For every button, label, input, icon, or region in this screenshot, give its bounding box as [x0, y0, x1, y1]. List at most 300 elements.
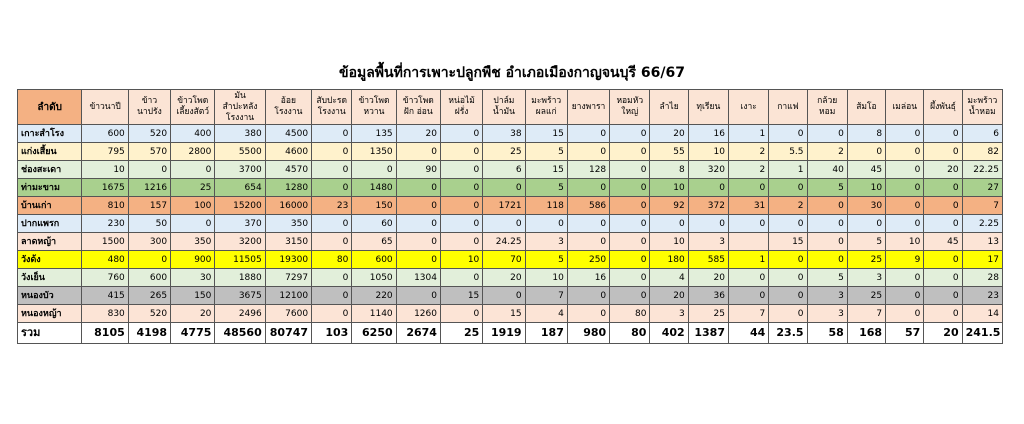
table-cell: 1304	[396, 269, 440, 287]
table-cell: 23	[962, 287, 1002, 305]
total-cell: 25	[440, 323, 482, 344]
table-cell: 2	[807, 143, 847, 161]
table-cell: 2	[728, 161, 768, 179]
table-cell: 0	[807, 233, 847, 251]
table-cell: 0	[688, 179, 728, 197]
table-row	[18, 179, 1003, 197]
table-cell: 4600	[265, 143, 311, 161]
table-cell: 16	[567, 269, 609, 287]
table-cell: 2496	[215, 305, 265, 323]
table-cell: 1050	[352, 269, 396, 287]
table-cell: 3150	[265, 233, 311, 251]
table-cell: 0	[312, 215, 352, 233]
table-cell: 150	[352, 197, 396, 215]
table-cell: 0	[440, 269, 482, 287]
table-cell: 0	[769, 305, 807, 323]
table-cell: 5500	[215, 143, 265, 161]
table-cell: 0	[610, 287, 650, 305]
table-cell: 36	[688, 287, 728, 305]
column-header: อ้อย โรงงาน	[265, 90, 311, 125]
table-cell: 0	[807, 197, 847, 215]
total-cell: 1387	[688, 323, 728, 344]
table-cell: 585	[688, 251, 728, 269]
table-cell: 0	[396, 179, 440, 197]
row-name: ช่องสะเดา	[18, 161, 82, 179]
table-cell: 0	[312, 179, 352, 197]
table-cell: 520	[128, 305, 170, 323]
table-cell: 0	[886, 197, 924, 215]
table-cell: 0	[171, 161, 215, 179]
table-cell: 0	[886, 161, 924, 179]
table-cell: 1140	[352, 305, 396, 323]
table-row	[18, 287, 1003, 305]
table-cell: 0	[610, 233, 650, 251]
table-cell: 0	[924, 125, 962, 143]
table-cell: 3	[650, 305, 688, 323]
table-cell: 17	[962, 251, 1002, 269]
total-cell: 57	[886, 323, 924, 344]
table-cell: 350	[171, 233, 215, 251]
table-cell: 760	[82, 269, 128, 287]
table-cell: 20	[688, 269, 728, 287]
table-cell: 5	[807, 269, 847, 287]
table-cell: 0	[396, 215, 440, 233]
table-cell: 19300	[265, 251, 311, 269]
table-cell: 23	[312, 197, 352, 215]
table-cell	[728, 233, 768, 251]
table-cell: 60	[352, 215, 396, 233]
table-cell: 0	[610, 125, 650, 143]
table-cell: 0	[610, 179, 650, 197]
table-cell: 25	[847, 287, 885, 305]
total-cell: 8105	[82, 323, 128, 344]
table-cell: 15	[525, 125, 567, 143]
table-cell: 0	[128, 161, 170, 179]
table-cell: 0	[769, 269, 807, 287]
table-cell: 0	[886, 125, 924, 143]
table-cell: 0	[352, 161, 396, 179]
table-cell: 0	[396, 197, 440, 215]
table-cell: 415	[82, 287, 128, 305]
table-cell: 92	[650, 197, 688, 215]
table-cell: 100	[171, 197, 215, 215]
table-row	[18, 125, 1003, 143]
table-cell: 0	[886, 215, 924, 233]
table-cell: 0	[769, 179, 807, 197]
row-name: บ้านเก่า	[18, 197, 82, 215]
table-cell: 0	[924, 179, 962, 197]
table-cell: 3	[688, 233, 728, 251]
table-cell: 31	[728, 197, 768, 215]
column-header: มะพร้าว น้ำหอม	[962, 90, 1002, 125]
table-row	[18, 143, 1003, 161]
table-row	[18, 251, 1003, 269]
table-cell: 830	[82, 305, 128, 323]
table-cell: 20	[396, 125, 440, 143]
table-cell: 24.25	[483, 233, 525, 251]
crop-area-table	[17, 89, 1003, 344]
total-cell: 2674	[396, 323, 440, 344]
table-cell: 0	[312, 161, 352, 179]
total-row	[18, 323, 1003, 344]
row-name: แก่งเสี้ยน	[18, 143, 82, 161]
table-cell: 0	[924, 215, 962, 233]
column-header: ยางพารา	[567, 90, 609, 125]
table-cell: 0	[440, 161, 482, 179]
table-cell: 4	[650, 269, 688, 287]
table-cell: 3200	[215, 233, 265, 251]
total-cell: 23.5	[769, 323, 807, 344]
table-cell: 520	[128, 125, 170, 143]
table-cell: 600	[82, 125, 128, 143]
table-cell: 0	[128, 251, 170, 269]
table-cell: 15200	[215, 197, 265, 215]
table-cell: 1480	[352, 179, 396, 197]
table-cell: 38	[483, 125, 525, 143]
table-cell: 570	[128, 143, 170, 161]
table-cell: 5.5	[769, 143, 807, 161]
table-cell: 8	[650, 161, 688, 179]
column-header: กล้วยหอม	[807, 90, 847, 125]
table-cell: 265	[128, 287, 170, 305]
table-row	[18, 197, 1003, 215]
column-header: ข้าวนาปี	[82, 90, 128, 125]
column-header: ส้มโอ	[847, 90, 885, 125]
table-cell: 0	[924, 269, 962, 287]
table-cell: 1	[769, 161, 807, 179]
table-cell: 0	[769, 251, 807, 269]
table-cell: 0	[440, 233, 482, 251]
table-cell: 0	[525, 215, 567, 233]
table-cell: 10	[82, 161, 128, 179]
table-cell: 2	[728, 143, 768, 161]
column-header: หอมหัวใหญ่	[610, 90, 650, 125]
table-cell: 0	[610, 143, 650, 161]
table-cell: 0	[567, 233, 609, 251]
table-cell: 0	[807, 125, 847, 143]
table-cell: 1280	[265, 179, 311, 197]
table-cell: 50	[128, 215, 170, 233]
row-name: หนองหญ้า	[18, 305, 82, 323]
table-cell: 14	[962, 305, 1002, 323]
table-cell: 45	[924, 233, 962, 251]
table-cell: 0	[769, 287, 807, 305]
column-header: มัน สำปะหลัง โรงงาน	[215, 90, 265, 125]
table-cell: 400	[171, 125, 215, 143]
table-cell: 25	[483, 143, 525, 161]
column-header: มะพร้าว ผลแก่	[525, 90, 567, 125]
table-cell: 0	[886, 179, 924, 197]
table-cell: 0	[312, 233, 352, 251]
table-cell: 0	[924, 143, 962, 161]
table-cell: 10	[440, 251, 482, 269]
table-cell: 5	[525, 179, 567, 197]
table-cell: 3	[807, 305, 847, 323]
table-cell: 0	[610, 269, 650, 287]
total-cell: 48560	[215, 323, 265, 344]
table-cell: 7600	[265, 305, 311, 323]
table-cell: 7	[525, 287, 567, 305]
table-cell: 795	[82, 143, 128, 161]
row-name: ท่ามะขาม	[18, 179, 82, 197]
row-name: ปากแพรก	[18, 215, 82, 233]
table-cell: 4570	[265, 161, 311, 179]
table-row	[18, 269, 1003, 287]
table-cell: 0	[886, 287, 924, 305]
table-cell: 0	[483, 287, 525, 305]
column-header: ทุเรียน	[688, 90, 728, 125]
table-cell: 25	[688, 305, 728, 323]
table-cell: 0	[483, 179, 525, 197]
table-cell: 80	[312, 251, 352, 269]
table-cell: 22.25	[962, 161, 1002, 179]
table-cell: 0	[440, 215, 482, 233]
table-cell: 0	[396, 233, 440, 251]
table-cell: 40	[807, 161, 847, 179]
table-cell: 0	[171, 215, 215, 233]
table-cell: 20	[171, 305, 215, 323]
table-cell: 4	[525, 305, 567, 323]
table-cell: 70	[483, 251, 525, 269]
table-cell: 0	[312, 287, 352, 305]
table-cell: 1500	[82, 233, 128, 251]
table-cell: 600	[128, 269, 170, 287]
table-cell: 0	[769, 125, 807, 143]
table-cell: 3	[525, 233, 567, 251]
table-cell: 0	[396, 251, 440, 269]
table-cell: 0	[610, 251, 650, 269]
table-cell: 0	[440, 179, 482, 197]
table-cell: 0	[440, 125, 482, 143]
table-cell: 0	[312, 125, 352, 143]
table-cell: 0	[567, 179, 609, 197]
table-cell: 0	[610, 197, 650, 215]
table-cell: 1260	[396, 305, 440, 323]
table-cell: 157	[128, 197, 170, 215]
table-cell: 0	[396, 143, 440, 161]
row-name: หนองบัว	[18, 287, 82, 305]
row-name: เกาะสำโรง	[18, 125, 82, 143]
table-cell: 65	[352, 233, 396, 251]
table-cell: 3	[807, 287, 847, 305]
total-cell: 980	[567, 323, 609, 344]
column-header: ผึ้งพันธุ์	[924, 90, 962, 125]
table-row	[18, 233, 1003, 251]
table-cell: 2	[769, 197, 807, 215]
table-cell: 20	[650, 287, 688, 305]
table-cell: 0	[567, 125, 609, 143]
table-cell: 320	[688, 161, 728, 179]
table-cell: 6	[483, 161, 525, 179]
table-cell: 0	[924, 197, 962, 215]
table-cell: 20	[483, 269, 525, 287]
table-cell: 27	[962, 179, 1002, 197]
table-cell: 20	[924, 161, 962, 179]
table-cell: 250	[567, 251, 609, 269]
column-header: ปาล์ม น้ำมัน	[483, 90, 525, 125]
table-cell: 118	[525, 197, 567, 215]
table-cell: 7	[847, 305, 885, 323]
header-row	[18, 90, 1003, 125]
table-cell: 55	[650, 143, 688, 161]
table-cell: 82	[962, 143, 1002, 161]
table-cell: 0	[440, 305, 482, 323]
table-cell: 2800	[171, 143, 215, 161]
table-cell: 1675	[82, 179, 128, 197]
table-cell: 5	[847, 233, 885, 251]
table-cell: 230	[82, 215, 128, 233]
table-cell: 0	[886, 305, 924, 323]
table-cell: 8	[847, 125, 885, 143]
total-cell: 58	[807, 323, 847, 344]
table-cell: 0	[312, 143, 352, 161]
table-cell: 150	[171, 287, 215, 305]
table-cell: 7	[962, 197, 1002, 215]
table-cell: 1216	[128, 179, 170, 197]
table-cell: 128	[567, 161, 609, 179]
table-cell: 0	[807, 251, 847, 269]
table-cell: 1880	[215, 269, 265, 287]
table-cell: 16	[688, 125, 728, 143]
table-cell: 0	[728, 179, 768, 197]
table-cell: 4500	[265, 125, 311, 143]
table-cell: 0	[728, 215, 768, 233]
table-cell: 7297	[265, 269, 311, 287]
total-cell: 103	[312, 323, 352, 344]
table-cell: 0	[567, 305, 609, 323]
table-cell: 0	[440, 143, 482, 161]
table-cell: 0	[312, 269, 352, 287]
table-cell: 600	[352, 251, 396, 269]
table-cell: 0	[728, 287, 768, 305]
total-cell: 80	[610, 323, 650, 344]
table-cell: 90	[396, 161, 440, 179]
table-row	[18, 161, 1003, 179]
row-name: วังด้ง	[18, 251, 82, 269]
table-cell: 5	[525, 251, 567, 269]
column-header: ข้าว นาปรัง	[128, 90, 170, 125]
column-header: หน่อไม้ฝรั่ง	[440, 90, 482, 125]
table-cell: 15	[769, 233, 807, 251]
table-cell: 380	[215, 125, 265, 143]
table-cell: 0	[924, 251, 962, 269]
column-header: ข้าวโพด เลี้ยงสัตว์	[171, 90, 215, 125]
total-cell: 44	[728, 323, 768, 344]
table-cell: 12100	[265, 287, 311, 305]
total-cell: 241.5	[962, 323, 1002, 344]
table-cell: 5	[525, 143, 567, 161]
column-header: กาแฟ	[769, 90, 807, 125]
table-cell: 0	[924, 287, 962, 305]
table-cell: 1	[728, 251, 768, 269]
table-cell: 45	[847, 161, 885, 179]
table-cell: 3	[847, 269, 885, 287]
table-cell: 0	[807, 215, 847, 233]
table-row	[18, 305, 1003, 323]
total-cell: 4198	[128, 323, 170, 344]
column-header: เมล่อน	[886, 90, 924, 125]
table-cell: 0	[688, 215, 728, 233]
total-cell: 402	[650, 323, 688, 344]
table-cell: 0	[886, 143, 924, 161]
table-cell: 0	[650, 215, 688, 233]
table-cell: 10	[525, 269, 567, 287]
table-cell: 0	[440, 197, 482, 215]
table-cell: 9	[886, 251, 924, 269]
table-cell: 0	[567, 143, 609, 161]
table-cell: 10	[650, 233, 688, 251]
table-cell: 0	[847, 143, 885, 161]
page-title: ข้อมูลพื้นที่การเพาะปลูกพืช อำเภอเมืองกาญจนบุรี 66/67	[339, 65, 685, 81]
table-cell: 11505	[215, 251, 265, 269]
table-cell: 3700	[215, 161, 265, 179]
table-cell: 654	[215, 179, 265, 197]
table-cell: 1	[728, 125, 768, 143]
table-cell: 0	[567, 287, 609, 305]
table-cell: 10	[688, 143, 728, 161]
table-cell: 586	[567, 197, 609, 215]
table-cell: 810	[82, 197, 128, 215]
table-cell: 1721	[483, 197, 525, 215]
table-cell: 220	[352, 287, 396, 305]
table-cell: 300	[128, 233, 170, 251]
table-cell: 25	[171, 179, 215, 197]
table-cell: 7	[728, 305, 768, 323]
table-cell: 900	[171, 251, 215, 269]
column-header: สับปะรด โรงงาน	[312, 90, 352, 125]
table-cell: 16000	[265, 197, 311, 215]
table-cell: 0	[396, 287, 440, 305]
table-cell: 15	[440, 287, 482, 305]
table-cell: 0	[567, 215, 609, 233]
total-cell: 4775	[171, 323, 215, 344]
table-cell: 0	[769, 215, 807, 233]
table-cell: 0	[312, 305, 352, 323]
table-cell: 0	[728, 269, 768, 287]
column-header: ข้าวโพดฝัก อ่อน	[396, 90, 440, 125]
table-cell: 370	[215, 215, 265, 233]
table-cell: 28	[962, 269, 1002, 287]
row-name: วังเย็น	[18, 269, 82, 287]
table-cell: 135	[352, 125, 396, 143]
table-cell: 0	[886, 269, 924, 287]
total-cell: 20	[924, 323, 962, 344]
column-header-name: ลำดับ	[18, 90, 82, 125]
table-cell: 0	[847, 215, 885, 233]
table-cell: 180	[650, 251, 688, 269]
table-cell: 30	[847, 197, 885, 215]
table-cell: 0	[610, 161, 650, 179]
total-cell: 168	[847, 323, 885, 344]
table-cell: 2.25	[962, 215, 1002, 233]
column-header: เงาะ	[728, 90, 768, 125]
total-cell: 80747	[265, 323, 311, 344]
table-cell: 0	[483, 215, 525, 233]
table-cell: 0	[924, 305, 962, 323]
total-cell: 187	[525, 323, 567, 344]
table-cell: 1350	[352, 143, 396, 161]
table-cell: 6	[962, 125, 1002, 143]
table-cell: 15	[483, 305, 525, 323]
table-row	[18, 215, 1003, 233]
table-cell: 30	[171, 269, 215, 287]
table-cell: 0	[610, 215, 650, 233]
total-cell: 1919	[483, 323, 525, 344]
table-cell: 372	[688, 197, 728, 215]
table-cell: 10	[847, 179, 885, 197]
table-cell: 25	[847, 251, 885, 269]
total-label: รวม	[18, 323, 82, 344]
